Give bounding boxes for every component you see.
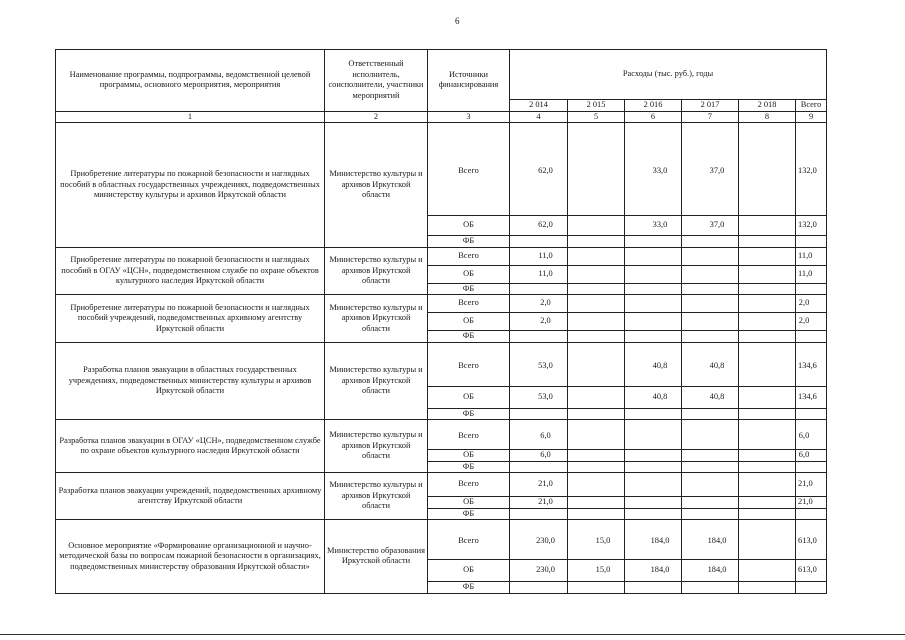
amount-cell bbox=[625, 313, 682, 331]
amount-cell bbox=[625, 247, 682, 265]
funding-source: ОБ bbox=[428, 386, 510, 408]
amount-cell: 11,0 bbox=[510, 247, 568, 265]
total-cell: 2,0 bbox=[796, 295, 827, 313]
responsible-org: Министерство культуры и архивов Иркутской области bbox=[325, 473, 428, 520]
amount-cell bbox=[625, 265, 682, 283]
activity-name: Разработка планов эвакуации учреждений, подведомственных архивному агентству Иркутской области bbox=[56, 473, 325, 520]
total-cell: 132,0 bbox=[796, 216, 827, 236]
year-cell: 2 016 bbox=[625, 100, 682, 112]
amount-cell bbox=[568, 295, 625, 313]
amount-cell bbox=[568, 342, 625, 386]
funding-source: ОБ bbox=[428, 265, 510, 283]
total-cell: 6,0 bbox=[796, 450, 827, 462]
funding-source: Всего bbox=[428, 342, 510, 386]
amount-cell bbox=[568, 497, 625, 509]
total-cell: 613,0 bbox=[796, 520, 827, 560]
funding-source: ФБ bbox=[428, 283, 510, 295]
bottom-rule bbox=[0, 634, 905, 635]
amount-cell: 11,0 bbox=[510, 265, 568, 283]
amount-cell bbox=[568, 247, 625, 265]
amount-cell bbox=[739, 450, 796, 462]
amount-cell bbox=[739, 386, 796, 408]
amount-cell bbox=[510, 582, 568, 594]
col-number: 6 bbox=[625, 111, 682, 123]
activity-name: Разработка планов эвакуации в ОГАУ «ЦСН», подведомственном службе по охране объектов культурного наследия Иркутской области bbox=[56, 420, 325, 473]
amount-cell bbox=[625, 461, 682, 473]
total-cell: 134,6 bbox=[796, 342, 827, 386]
amount-cell: 184,0 bbox=[682, 520, 739, 560]
amount-cell bbox=[739, 216, 796, 236]
total-cell: 11,0 bbox=[796, 247, 827, 265]
responsible-org: Министерство культуры и архивов Иркутской области bbox=[325, 342, 428, 420]
amount-cell bbox=[568, 216, 625, 236]
funding-source: ОБ bbox=[428, 450, 510, 462]
amount-cell bbox=[625, 508, 682, 520]
amount-cell bbox=[682, 283, 739, 295]
amount-cell bbox=[739, 265, 796, 283]
amount-cell bbox=[739, 342, 796, 386]
amount-cell: 184,0 bbox=[682, 560, 739, 582]
funding-source: ФБ bbox=[428, 461, 510, 473]
funding-source: ОБ bbox=[428, 497, 510, 509]
amount-cell bbox=[625, 331, 682, 343]
col-number: 1 bbox=[56, 111, 325, 123]
amount-cell: 62,0 bbox=[510, 216, 568, 236]
year-cell: Всего bbox=[796, 100, 827, 112]
total-cell: 2,0 bbox=[796, 313, 827, 331]
amount-cell bbox=[682, 473, 739, 497]
col-number: 9 bbox=[796, 111, 827, 123]
funding-source: ФБ bbox=[428, 331, 510, 343]
funding-source: Всего bbox=[428, 473, 510, 497]
amount-cell bbox=[739, 331, 796, 343]
amount-cell bbox=[625, 473, 682, 497]
total-cell: 11,0 bbox=[796, 265, 827, 283]
col-number: 7 bbox=[682, 111, 739, 123]
total-cell bbox=[796, 236, 827, 248]
funding-source: ФБ bbox=[428, 582, 510, 594]
amount-cell: 184,0 bbox=[625, 520, 682, 560]
amount-cell bbox=[568, 265, 625, 283]
funding-source: ФБ bbox=[428, 236, 510, 248]
responsible-org: Министерство культуры и архивов Иркутской области bbox=[325, 123, 428, 248]
responsible-org: Министерство образования Иркутской области bbox=[325, 520, 428, 594]
table-row bbox=[56, 342, 827, 386]
total-cell: 132,0 bbox=[796, 123, 827, 216]
col-number: 4 bbox=[510, 111, 568, 123]
amount-cell bbox=[682, 497, 739, 509]
amount-cell bbox=[568, 236, 625, 248]
funding-source: Всего bbox=[428, 420, 510, 450]
amount-cell bbox=[739, 497, 796, 509]
column-numbers-row bbox=[56, 111, 827, 123]
amount-cell: 21,0 bbox=[510, 473, 568, 497]
amount-cell bbox=[739, 461, 796, 473]
table-row bbox=[56, 295, 827, 313]
amount-cell: 53,0 bbox=[510, 386, 568, 408]
amount-cell bbox=[682, 331, 739, 343]
amount-cell bbox=[682, 461, 739, 473]
amount-cell bbox=[682, 582, 739, 594]
amount-cell: 15,0 bbox=[568, 520, 625, 560]
funding-source: ФБ bbox=[428, 408, 510, 420]
header-expenses-col: Расходы (тыс. руб.), годы bbox=[510, 50, 827, 100]
activity-name: Разработка планов эвакуации в областных государственных учреждениях, подведомственных министерству культуры и архивов Иркутской области bbox=[56, 342, 325, 420]
amount-cell bbox=[739, 123, 796, 216]
col-number: 8 bbox=[739, 111, 796, 123]
amount-cell bbox=[739, 295, 796, 313]
amount-cell: 37,0 bbox=[682, 123, 739, 216]
funding-source: Всего bbox=[428, 520, 510, 560]
responsible-org: Министерство культуры и архивов Иркутской области bbox=[325, 420, 428, 473]
amount-cell bbox=[510, 408, 568, 420]
total-cell: 6,0 bbox=[796, 420, 827, 450]
funding-source: Всего bbox=[428, 247, 510, 265]
amount-cell bbox=[625, 295, 682, 313]
table-row bbox=[56, 473, 827, 497]
amount-cell bbox=[568, 450, 625, 462]
table-row bbox=[56, 123, 827, 216]
amount-cell: 62,0 bbox=[510, 123, 568, 216]
amount-cell bbox=[682, 420, 739, 450]
table-row bbox=[56, 420, 827, 450]
col-number: 5 bbox=[568, 111, 625, 123]
amount-cell bbox=[739, 313, 796, 331]
amount-cell bbox=[739, 283, 796, 295]
amount-cell: 40,8 bbox=[682, 386, 739, 408]
amount-cell: 184,0 bbox=[625, 560, 682, 582]
amount-cell bbox=[739, 236, 796, 248]
table-row bbox=[56, 520, 827, 560]
header-name-col: Наименование программы, подпрограммы, ведомственной целевой программы, основного мероприятия, мероприятия bbox=[56, 50, 325, 112]
amount-cell bbox=[568, 386, 625, 408]
amount-cell bbox=[682, 408, 739, 420]
amount-cell: 21,0 bbox=[510, 497, 568, 509]
amount-cell bbox=[625, 408, 682, 420]
total-cell bbox=[796, 331, 827, 343]
page-number: 6 bbox=[455, 16, 460, 26]
table-row bbox=[56, 247, 827, 265]
amount-cell bbox=[625, 497, 682, 509]
total-cell: 134,6 bbox=[796, 386, 827, 408]
amount-cell: 53,0 bbox=[510, 342, 568, 386]
amount-cell: 33,0 bbox=[625, 123, 682, 216]
amount-cell bbox=[739, 560, 796, 582]
amount-cell bbox=[510, 461, 568, 473]
amount-cell bbox=[625, 450, 682, 462]
expenses-table bbox=[55, 49, 827, 594]
amount-cell bbox=[739, 520, 796, 560]
activity-name: Приобретение литературы по пожарной безопасности и наглядных пособий в областных государственных учреждениях, подведомственных министерству культуры и архивов Иркутской области bbox=[56, 123, 325, 248]
amount-cell bbox=[568, 473, 625, 497]
amount-cell: 33,0 bbox=[625, 216, 682, 236]
total-cell: 21,0 bbox=[796, 497, 827, 509]
activity-name: Приобретение литературы по пожарной безопасности и наглядных пособий в ОГАУ «ЦСН», подведомственном службе по охране объектов культурного наследия Иркутской области bbox=[56, 247, 325, 295]
amount-cell bbox=[568, 461, 625, 473]
col-number: 2 bbox=[325, 111, 428, 123]
header-source-col: Источники финансирования bbox=[428, 50, 510, 112]
total-cell bbox=[796, 408, 827, 420]
amount-cell bbox=[625, 236, 682, 248]
total-cell bbox=[796, 508, 827, 520]
amount-cell bbox=[568, 283, 625, 295]
total-cell bbox=[796, 461, 827, 473]
funding-source: ФБ bbox=[428, 508, 510, 520]
amount-cell bbox=[682, 295, 739, 313]
amount-cell bbox=[568, 123, 625, 216]
amount-cell bbox=[682, 247, 739, 265]
amount-cell: 40,8 bbox=[625, 386, 682, 408]
amount-cell: 2,0 bbox=[510, 295, 568, 313]
amount-cell: 2,0 bbox=[510, 313, 568, 331]
year-cell: 2 014 bbox=[510, 100, 568, 112]
amount-cell bbox=[625, 582, 682, 594]
amount-cell bbox=[739, 408, 796, 420]
total-cell: 21,0 bbox=[796, 473, 827, 497]
amount-cell bbox=[510, 283, 568, 295]
total-cell bbox=[796, 582, 827, 594]
amount-cell bbox=[739, 582, 796, 594]
funding-source: ОБ bbox=[428, 560, 510, 582]
year-cell: 2 018 bbox=[739, 100, 796, 112]
amount-cell bbox=[568, 331, 625, 343]
amount-cell: 40,8 bbox=[682, 342, 739, 386]
activity-name: Основное мероприятие «Формирование организационной и научно-методической базы по вопросам пожарной безопасности в организациях, подведомственных министерству образования Иркутской области» bbox=[56, 520, 325, 594]
amount-cell bbox=[510, 236, 568, 248]
amount-cell bbox=[568, 313, 625, 331]
funding-source: ОБ bbox=[428, 313, 510, 331]
amount-cell bbox=[739, 420, 796, 450]
amount-cell bbox=[625, 283, 682, 295]
amount-cell bbox=[568, 420, 625, 450]
amount-cell bbox=[568, 582, 625, 594]
amount-cell: 6,0 bbox=[510, 420, 568, 450]
amount-cell: 15,0 bbox=[568, 560, 625, 582]
amount-cell bbox=[739, 473, 796, 497]
year-cell: 2 015 bbox=[568, 100, 625, 112]
funding-source: ОБ bbox=[428, 216, 510, 236]
header-responsible-col: Ответственный исполнитель, соисполнители, участники мероприятий bbox=[325, 50, 428, 112]
amount-cell bbox=[739, 247, 796, 265]
amount-cell bbox=[568, 508, 625, 520]
amount-cell bbox=[625, 420, 682, 450]
amount-cell: 37,0 bbox=[682, 216, 739, 236]
amount-cell bbox=[510, 508, 568, 520]
total-cell: 613,0 bbox=[796, 560, 827, 582]
year-cell: 2 017 bbox=[682, 100, 739, 112]
funding-source: Всего bbox=[428, 123, 510, 216]
amount-cell bbox=[568, 408, 625, 420]
amount-cell bbox=[682, 265, 739, 283]
amount-cell bbox=[682, 508, 739, 520]
amount-cell bbox=[510, 331, 568, 343]
funding-source: Всего bbox=[428, 295, 510, 313]
amount-cell: 40,8 bbox=[625, 342, 682, 386]
amount-cell: 230,0 bbox=[510, 520, 568, 560]
amount-cell: 230,0 bbox=[510, 560, 568, 582]
amount-cell: 6,0 bbox=[510, 450, 568, 462]
col-number: 3 bbox=[428, 111, 510, 123]
amount-cell bbox=[682, 450, 739, 462]
amount-cell bbox=[682, 313, 739, 331]
activity-name: Приобретение литературы по пожарной безопасности и наглядных пособий учреждений, подведомственных архивному агентству Иркутской области bbox=[56, 295, 325, 343]
amount-cell bbox=[682, 236, 739, 248]
responsible-org: Министерство культуры и архивов Иркутской области bbox=[325, 295, 428, 343]
responsible-org: Министерство культуры и архивов Иркутской области bbox=[325, 247, 428, 295]
total-cell bbox=[796, 283, 827, 295]
amount-cell bbox=[739, 508, 796, 520]
